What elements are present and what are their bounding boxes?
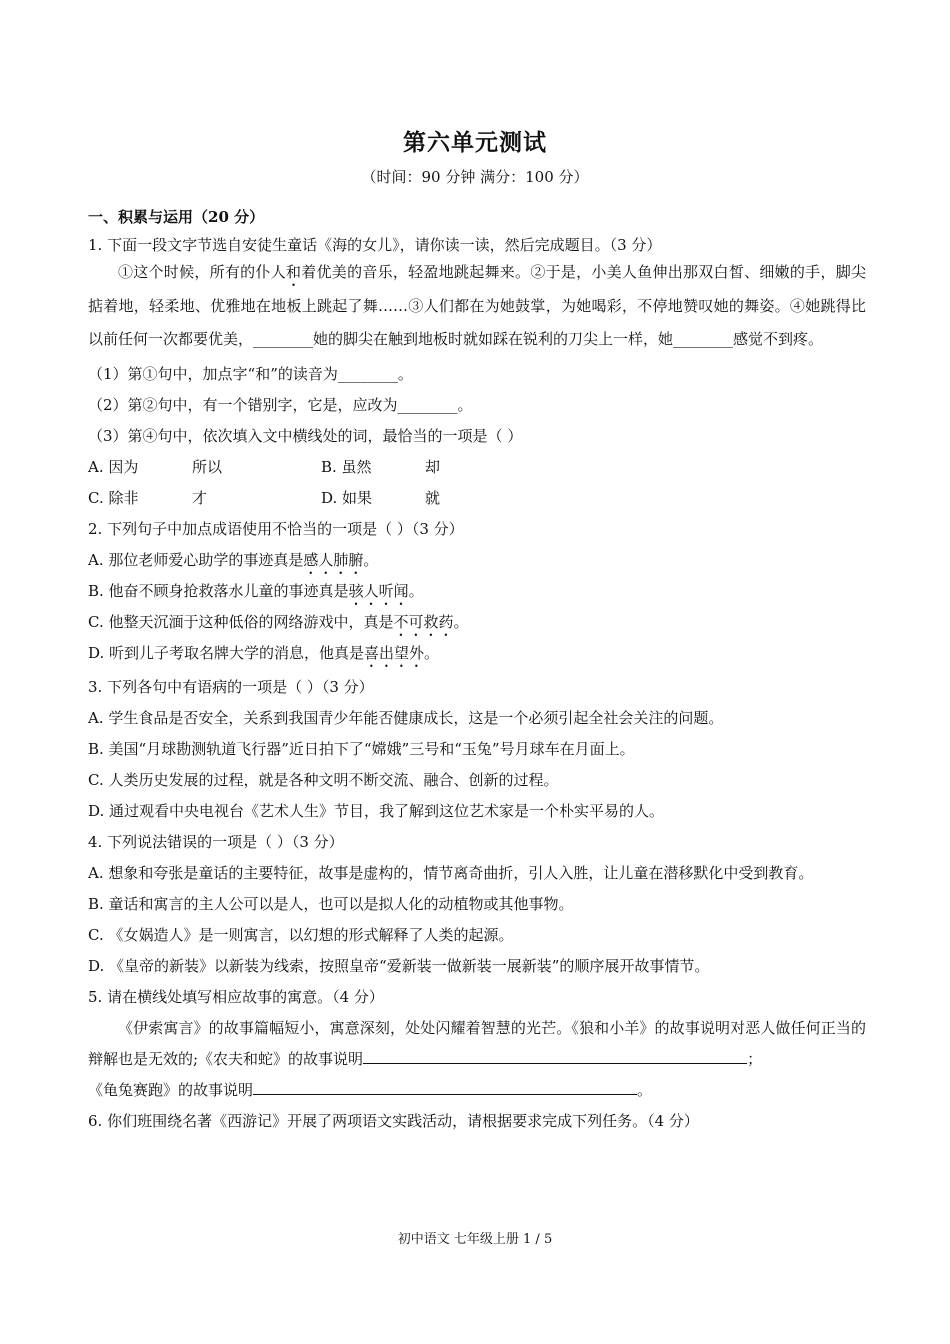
question-5-stem: 5. 请在横线处填写相应故事的寓意。（4 分） bbox=[88, 988, 384, 1006]
answer-blank[interactable] bbox=[363, 1049, 747, 1064]
options-row bbox=[88, 452, 866, 483]
question-3-option-b: B. 美国“月球勘测轨道飞行器”近日拍下了“嫦娥”三号和“玉兔”号月球车在月面上。 bbox=[88, 740, 635, 758]
dotted-idiom: 骇人听闻 bbox=[348, 582, 409, 600]
dotted-idiom: 喜出望外 bbox=[364, 644, 425, 662]
question-2-option-b: B. 他奋不顾身抢救落水儿童的事迹真是骇人听闻。 bbox=[88, 582, 424, 600]
options-row bbox=[88, 483, 866, 514]
dotted-idiom: 感人肺腑 bbox=[303, 551, 364, 569]
question-2-option-a: A. 那位老师爱心助学的事迹真是感人肺腑。 bbox=[88, 551, 379, 569]
option-a: A. 因为 所以 bbox=[88, 458, 223, 476]
exam-info: （时间：90 分钟 满分：100 分） bbox=[361, 168, 589, 186]
question-2-stem: 2. 下列句子中加点成语使用不恰当的一项是（ ）（3 分） bbox=[88, 520, 464, 538]
option-d: D. 如果 就 bbox=[321, 489, 441, 507]
option-c: C. 除非 才 bbox=[88, 489, 208, 507]
question-4-option-b: B. 童话和寓言的主人公可以是人，也可以是拟人化的动植物或其他事物。 bbox=[88, 895, 574, 913]
question-6-stem: 6. 你们班围绕名著《西游记》开展了两项语文实践活动，请根据要求完成下列任务。（4 分） bbox=[88, 1112, 699, 1130]
exam-content bbox=[88, 205, 866, 1137]
question-1-sub-1: （1）第①句中，加点字“和”的读音为________。 bbox=[88, 365, 413, 383]
blank-2: ________ bbox=[673, 330, 734, 348]
question-4-option-d: D. 《皇帝的新装》以新装为线索，按照皇帝“爱新装一做新装一展新装”的顺序展开故事情节。 bbox=[88, 957, 710, 975]
page-footer: 初中语文 七年级上册 1 / 5 bbox=[397, 1232, 553, 1247]
question-5-passage: 《伊索寓言》的故事篇幅短小，寓意深刻，处处闪耀着智慧的光芒。《狼和小羊》的故事说明对恶人做任何正当的辩解也是无效的;《农夫和蛇》的故事说明 ； bbox=[88, 1019, 866, 1068]
blank-1: ________ bbox=[253, 330, 314, 348]
question-3-stem: 3. 下列各句中有语病的一项是（ ）（3 分） bbox=[88, 678, 374, 696]
section-heading: 一、积累与运用（20 分） bbox=[88, 208, 265, 226]
question-4-option-c: C. 《女娲造人》是一则寓言，以幻想的形式解释了人类的起源。 bbox=[88, 926, 514, 944]
dotted-idiom: 不可救药 bbox=[393, 613, 454, 631]
question-3-option-c: C. 人类历史发展的过程，就是各种文明不断交流、融合、创新的过程。 bbox=[88, 771, 559, 789]
question-1-stem: 1. 下面一段文字节选自安徒生童话《海的女儿》，请你读一读，然后完成题目。（3 分） bbox=[88, 236, 662, 254]
page-title: 第六单元测试 bbox=[403, 129, 547, 156]
question-5-line-2: 《龟兔赛跑》的故事说明 。 bbox=[88, 1081, 653, 1099]
question-1-sub-2: （2）第②句中，有一个错别字，它是，应改为________。 bbox=[88, 396, 473, 414]
question-2-option-d: D. 听到儿子考取名牌大学的消息，他真是喜出望外。 bbox=[88, 644, 440, 662]
question-3-option-d: D. 通过观看中央电视台《艺术人生》节目，我了解到这位艺术家是一个朴实平易的人。 bbox=[88, 802, 665, 820]
dotted-char: 和 bbox=[285, 263, 302, 281]
question-3-option-a: A. 学生食品是否安全，关系到我国青少年能否健康成长，这是一个必须引起全社会关注的问题。 bbox=[88, 709, 724, 727]
question-2-option-c: C. 他整天沉湎于这种低俗的网络游戏中，真是不可救药。 bbox=[88, 613, 469, 631]
question-1-passage: ①这个时候，所有的仆人和着优美的音乐，轻盈地跳起舞来。②于是，小美人鱼伸出那双白皙、细嫩的手，脚尖掂着地，轻柔地、优雅地在地板上跳起了舞……③人们都在为她鼓掌，为她喝彩，不停地赞叹她的舞姿。④她跳得比以前任何一次都要优美，________她的脚尖在触到地板时就如踩在锐利的刀尖上一样，她________感觉不到疼。 bbox=[88, 263, 866, 348]
option-b: B. 虽然 却 bbox=[321, 458, 441, 476]
question-4-option-a: A. 想象和夸张是童话的主要特征，故事是虚构的，情节离奇曲折，引人入胜，让儿童在潜移默化中受到教育。 bbox=[88, 864, 814, 882]
question-4-stem: 4. 下列说法错误的一项是（ ）（3 分） bbox=[88, 833, 344, 851]
answer-blank[interactable] bbox=[253, 1080, 637, 1095]
question-1-sub-3: （3）第④句中，依次填入文中横线处的词，最恰当的一项是（ ） bbox=[88, 427, 523, 445]
